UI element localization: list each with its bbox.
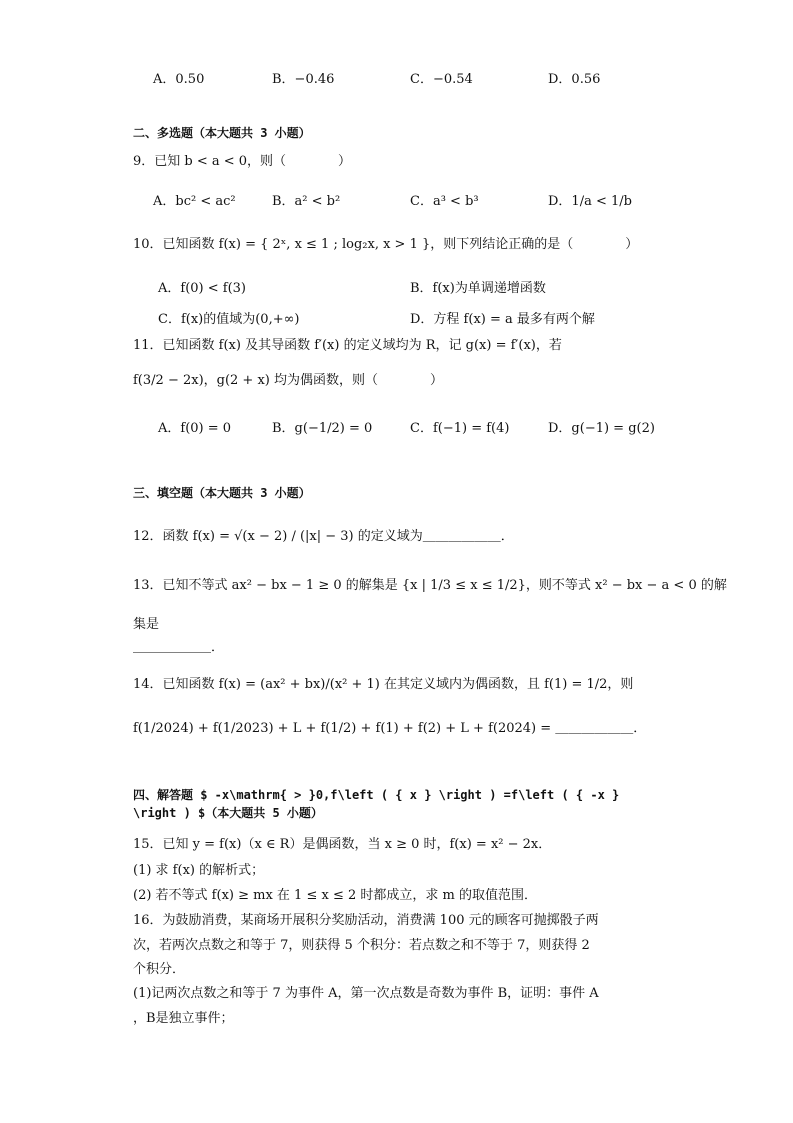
q8-option-c: C．−0.54 [410,72,473,87]
section-4-heading-line1: 四、解答题 $ -x\mathrm{ > }0,f\left ( { x } \right ) =f\left ( { -x } [133,788,620,802]
q16-part-1-line1: (1)记两次点数之和等于 7 为事件 A，第一次点数是奇数为事件 B，证明：事件 A [133,986,599,1001]
q9-option-a: A．bc² < ac² [153,194,236,209]
q10-option-b: B．f(x)为单调递增函数 [410,281,546,296]
q13-stem-line2: 集是 [133,617,160,632]
q11-option-d: D．g(−1) = g(2) [548,421,655,436]
q14-stem-line1: 14．已知函数 f(x) = (ax² + bx)/(x² + 1) 在其定义域内为偶函数，且 f(1) = 1/2，则 [133,677,634,692]
q12-stem: 12．函数 f(x) = √(x − 2) / (|x| − 3) 的定义域为＿＿＿＿＿＿． [133,529,514,544]
q9-stem: 9．已知 b < a < 0，则（ ） [133,154,352,169]
section-4-heading-line2: \right ) $（本大题共 5 小题） [133,806,323,820]
q11-option-a: A．f(0) = 0 [158,421,232,436]
q15-stem: 15．已知 y = f(x)（x ∈ R）是偶函数，当 x ≥ 0 时，f(x) = x² − 2x． [133,837,552,852]
q10-option-c: C．f(x)的值域为(0,+∞) [158,312,300,327]
q16-stem-line1: 16．为鼓励消费，某商场开展积分奖励活动，消费满 100 元的顾客可抛掷骰子两 [133,913,599,928]
q11-option-b: B．g(−1/2) = 0 [272,421,373,436]
q11-option-c: C．f(−1) = f(4) [410,421,510,436]
q9-option-c: C．a³ < b³ [410,194,479,209]
q16-stem-line2: 次，若两次点数之和等于 7，则获得 5 个积分：若点数之和不等于 7，则获得 2 [133,938,590,953]
q14-stem-line2: f(1/2024) + f(1/2023) + L + f(1/2) + f(1) + f(2) + L + f(2024) = ＿＿＿＿＿＿． [133,721,647,736]
q15-part-2: (2) 若不等式 f(x) ≥ mx 在 1 ≤ x ≤ 2 时都成立，求 m 的取值范围． [133,888,537,903]
q10-option-a: A．f(0) < f(3) [158,281,246,296]
q11-stem-line2: f(3/2 − 2x)，g(2 + x) 均为偶函数，则（ ） [133,373,443,388]
q8-option-d: D．0.56 [548,72,601,87]
q15-part-1: (1) 求 f(x) 的解析式； [133,863,265,878]
q13-stem-line1: 13．已知不等式 ax² − bx − 1 ≥ 0 的解集是 {x | 1/3 ≤ x ≤ 1/2}，则不等式 x² − bx − a < 0 的解 [133,578,727,593]
q8-option-a: A．0.50 [153,72,205,87]
q9-option-d: D．1/a < 1/b [548,194,632,209]
q9-option-b: B．a² < b² [272,194,341,209]
q8-option-b: B．−0.46 [272,72,335,87]
section-3-heading: 三、填空题（本大题共 3 小题） [133,486,311,500]
section-2-heading: 二、多选题（本大题共 3 小题） [133,126,311,140]
q13-answer-blank: ＿＿＿＿＿＿． [133,640,225,655]
q11-stem-line1: 11．已知函数 f(x) 及其导函数 f′(x) 的定义域均为 R，记 g(x) = f′(x)，若 [133,338,562,353]
q10-stem: 10．已知函数 f(x) = { 2ˣ, x ≤ 1 ; log₂x, x > 1 }，则下列结论正确的是（ ） [133,237,639,252]
q16-part-1-line2: ，B是独立事件； [133,1011,234,1026]
q10-option-d: D．方程 f(x) = a 最多有两个解 [410,312,595,327]
q16-stem-line3: 个积分． [133,962,186,977]
